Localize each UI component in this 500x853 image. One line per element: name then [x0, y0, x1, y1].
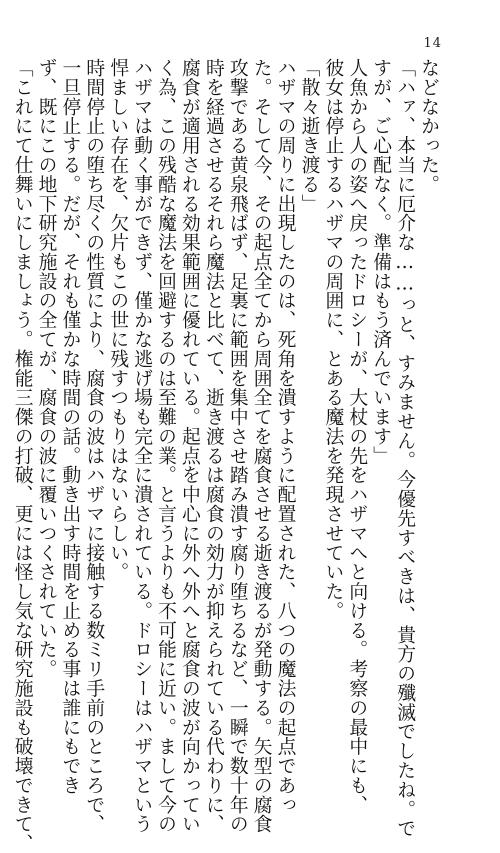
page-number: 14 [423, 36, 442, 51]
text-line: 時間停止の堕ち尽くの性質により、腐食の波はハザマに接触する数ミリ手前のところで、 [83, 58, 105, 834]
text-line: た。そして今、その起点全てから周囲全てを腐食させる逝き渡るが発動する。矢型の腐食 [250, 58, 272, 834]
text-line: ず、既にこの地下研究施設の全てが、腐食の波に覆いつくされていた。 [35, 58, 57, 679]
text-line: すが、ご心配なく。準備はもう済んでいます」 [370, 58, 392, 466]
text-line: 「これにて仕舞いにしましょう。権能三傑の打破、更には怪し気な研究施設も破壊できて、 [11, 58, 33, 853]
text-line: などなかった。 [418, 58, 439, 194]
text-line: 「散々逝き渡る」 [298, 58, 320, 214]
text-line: 彼女は停止するハザマの周囲に、とある魔法を発現させていた。 [322, 58, 344, 621]
text-line: ハザマの周りに出現したのは、死角を潰すように配置された、八つの魔法の起点であっ [274, 58, 296, 815]
text-line: ハザマは動く事ができず、僅かな逃げ場も完全に潰されている。ドロシーはハザマという [131, 58, 153, 834]
text-line: く為、この残酷な魔法を回避するのは至難の業。と言うよりも不可能に近い。まして今の [155, 58, 177, 834]
text-line: 悍ましい存在を、欠片もこの世に残すつもりはないらしい。 [107, 58, 129, 582]
text-line: 腐食が適用される効果範囲に優れている。起点を中心に外へ外へと腐食の波が向かってい [178, 58, 200, 834]
text-line: 「ハァ、本当に厄介な……っと、すみません。今優先すべきは、貴方の殲滅でしたね。で [394, 58, 416, 839]
text-line: 人魚から人の姿へ戻ったドロシーが、大杖の先をハザマへと向ける。考察の最中にも、 [346, 58, 368, 815]
text-line: 攻撃である黄泉飛ばず、足裏に範囲を集中させ踏み潰す腐り堕ちるなど、一瞬で数十年の [226, 58, 248, 834]
text-line: 時を経過させるそれら魔法と比べて、逝き渡るは腐食の効力が抑えられている代わりに、 [202, 58, 224, 834]
text-line: 一旦停止する。だが、それも僅かな時間の話。動き出す時間を止める事は誰にもでき [59, 58, 81, 795]
vertical-body-text [11, 58, 440, 853]
